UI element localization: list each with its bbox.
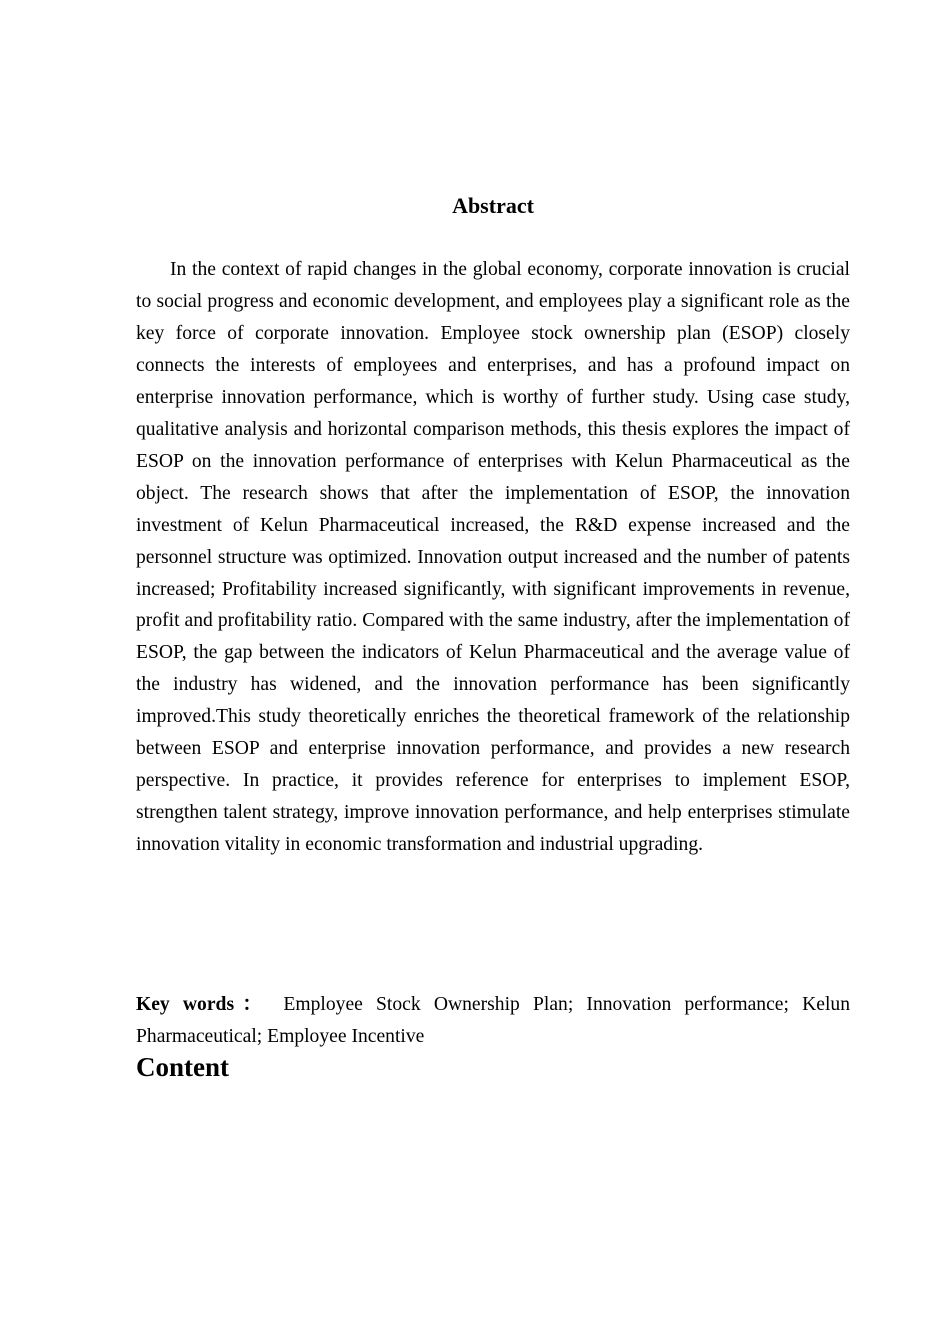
abstract-title: Abstract xyxy=(452,193,534,218)
keywords-text: Employee Stock Ownership Plan; Innovation performance; Kelun Pharmaceutical; Employee Incentive xyxy=(136,994,850,1047)
content-heading: Content xyxy=(136,1052,229,1082)
keywords-label: Key words： xyxy=(136,994,271,1015)
keywords-paragraph xyxy=(136,989,850,1053)
abstract-body: In the context of rapid changes in the global economy, corporate innovation is crucial to social progress and economic development, and employees play a significant role as the key force of corporate innovation. Employee stock ownership plan (ESOP) closely connects the interests of employees and enterprises, and has a profound impact on enterprise innovation performance, which is worthy of further study. Using case study, qualitative analysis and horizontal comparison methods, this thesis explores the impact of ESOP on the innovation performance of enterprises with Kelun Pharmaceutical as the object. The research shows that after the implementation of ESOP, the innovation investment of Kelun Pharmaceutical increased, the R&D expense increased and the personnel structure was optimized. Innovation output increased and the number of patents increased; Profitability increased significantly, with significant improvements in revenue, profit and profitability ratio. Compared with the same industry, after the implementation of ESOP, the gap between the indicators of Kelun Pharmaceutical and the average value of the industry has widened, and the innovation performance has been significantly improved.This study theoretically enriches the theoretical framework of the relationship between ESOP and enterprise innovation performance, and provides a new research perspective. In practice, it provides reference for enterprises to implement ESOP, strengthen talent strategy, improve innovation performance, and help enterprises stimulate innovation vitality in economic transformation and industrial upgrading. xyxy=(136,259,850,856)
